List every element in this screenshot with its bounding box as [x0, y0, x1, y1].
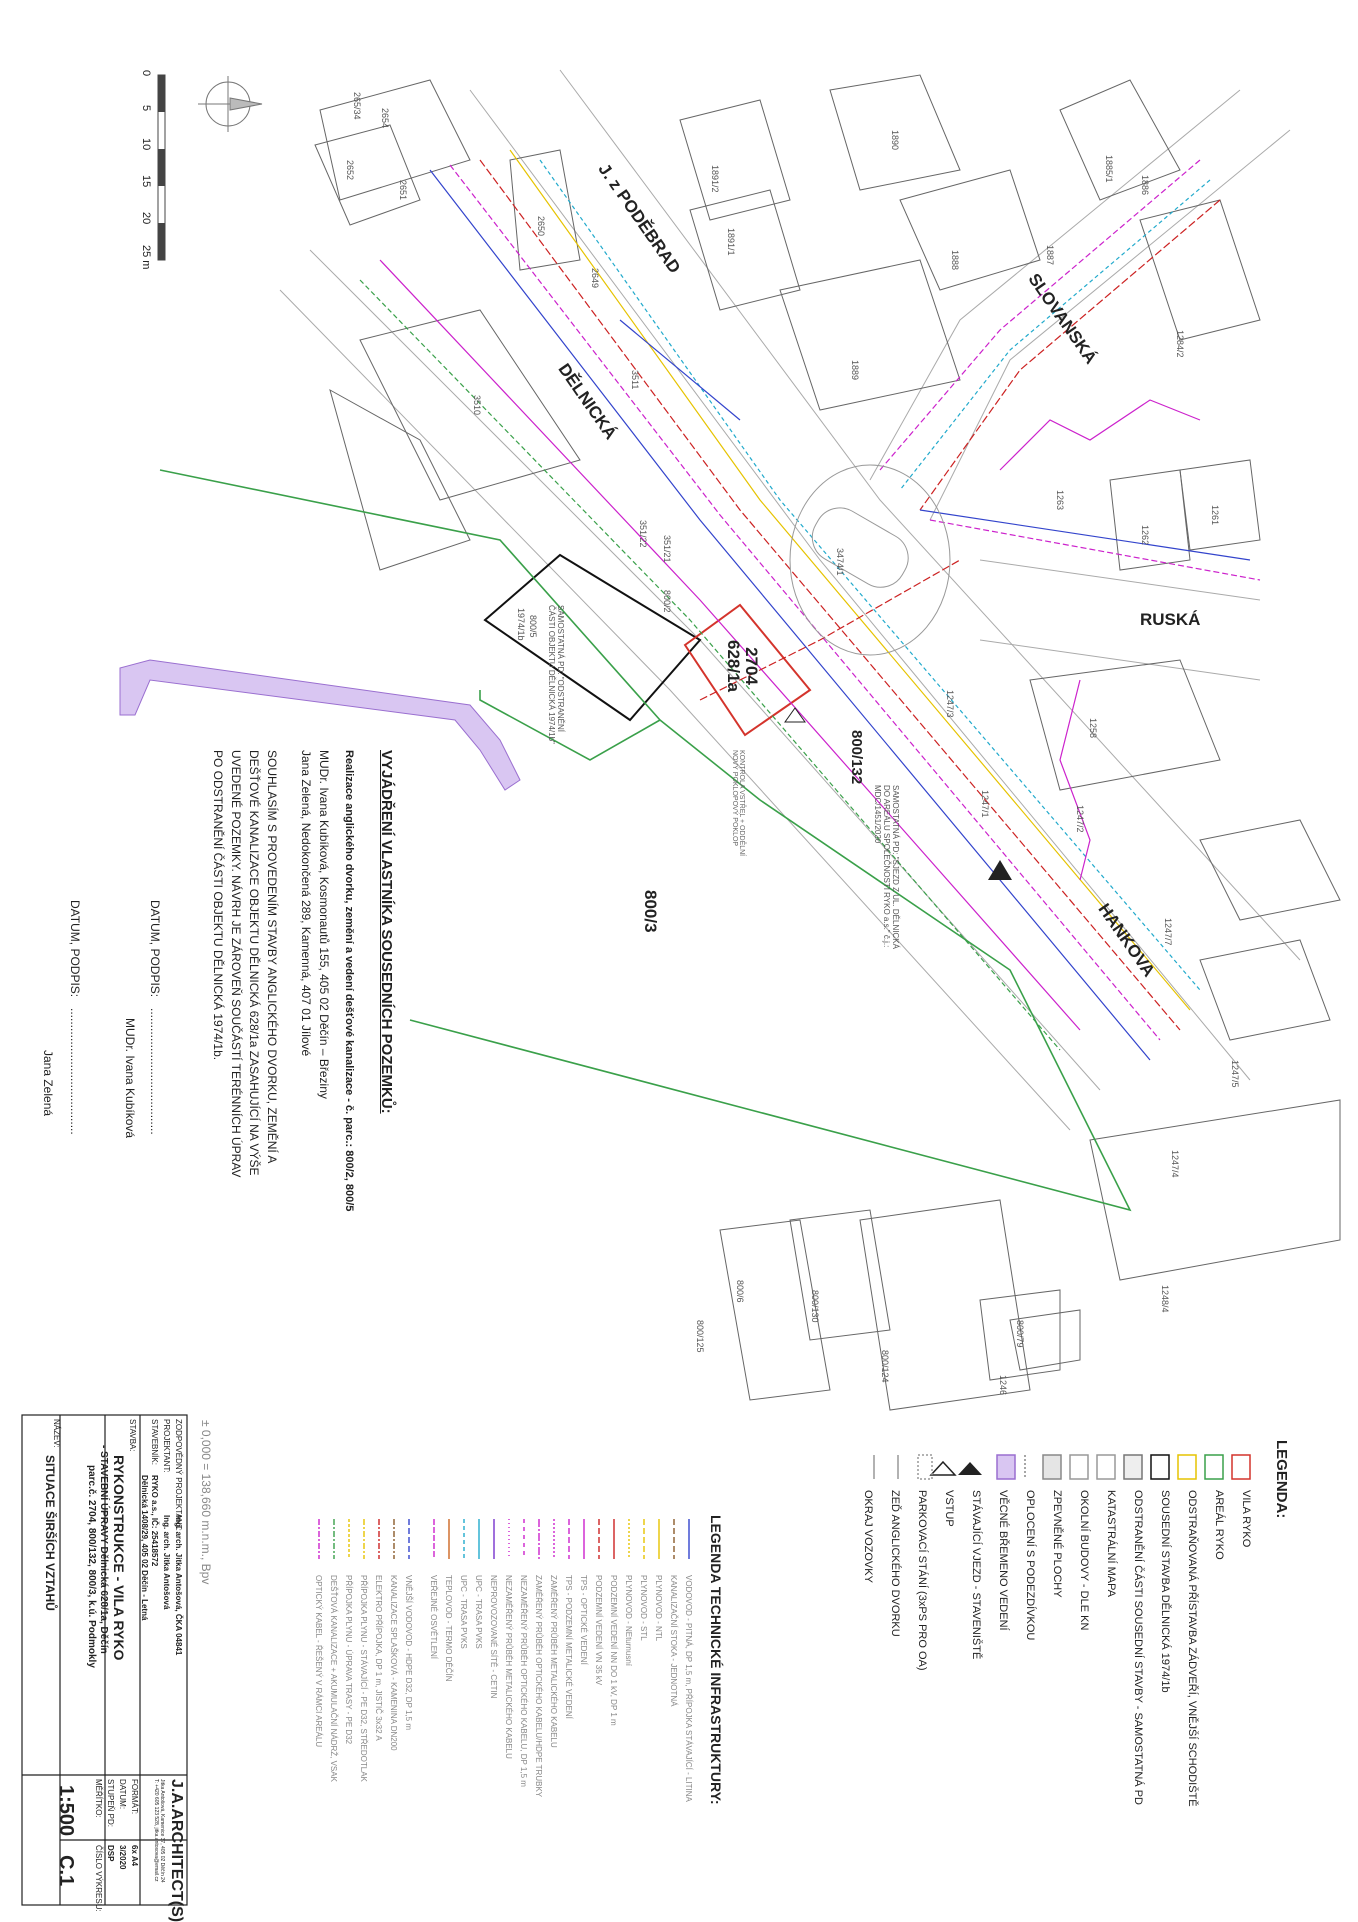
scale-tick: 15 [140, 175, 152, 188]
tb-project-title: RYKONSTRUKCE - VILA RYKO [111, 1455, 127, 1661]
tb-stavebnik-value: RYKO a.s., IČ: 25418572 [150, 1475, 159, 1567]
plot-id: 2704 [742, 647, 761, 685]
kontrola-note: KONTROLA VSTŘEL + ODDĚLNÍ NOVÝ POKLOPOVÝ POKLOP [731, 750, 745, 857]
legend-item: ZPEVNĚNÉ PLOCHY [1051, 1490, 1063, 1598]
parcel-number: 3474/1 [835, 548, 845, 576]
tb-cislo-label: ČÍSLO VÝKRESU: [94, 1845, 103, 1912]
sign-dots: ...................................... [68, 1008, 82, 1135]
tech-legend-item: PŘÍPOJKA PLYNU - STÁVAJÍCÍ - PE D32, STŘEDOTLAK [359, 1575, 368, 1782]
legend-item: VĚCNÉ BŘEMENO VEDENÍ [997, 1490, 1009, 1631]
legend-item: OKRAJ VOZOVKY [862, 1490, 874, 1583]
signer-2: Jana Zelená [41, 1050, 55, 1117]
parcel-number: 1247/4 [1170, 1150, 1180, 1178]
parcel-number: 351/22 [638, 520, 648, 548]
parcel-number: 1262 [1140, 525, 1150, 546]
parcel-number: 800/125 [695, 1320, 705, 1353]
scale-tick: 20 [140, 212, 152, 225]
tb-datum-label: DATUM: [118, 1779, 127, 1810]
parcel-number: 800/6 [735, 1280, 745, 1303]
tech-legend-item: PODZEMNÍ VEDENÍ VN 35 kV [594, 1575, 603, 1686]
north-arrow-icon [198, 76, 262, 132]
separate-pd-note: SAMOSTATNÁ PD: "ODSTRANĚNÍ ČÁSTI OBJEKTU DĚLNICKÁ 1974/1b" [547, 605, 565, 744]
tb-meritko-label: MĚŘÍTKO: [94, 1779, 103, 1818]
tech-legend-item: VNĚJŠÍ VODOVOD - HDPE D32, DP 1,5 m [404, 1575, 413, 1731]
tb-stavebnik-address: Dělnická 1408/29, 405 02 Děčín - Letná [140, 1475, 149, 1621]
parcel-number: 800/2 [662, 590, 672, 613]
parcel-number: 800/5 [528, 615, 538, 638]
tech-legend-item: UPC - TRASA PVKS [474, 1575, 483, 1649]
tech-legend-item: VODOVOD - PITNÁ, DP 1,5 m, PŘÍPOJKA STÁVAJÍCÍ - LITINA [684, 1575, 693, 1802]
parcel-number: 1248/4 [1160, 1285, 1170, 1313]
parcel-number: 800/124 [880, 1350, 890, 1383]
parcel-number: 1886 [1140, 175, 1150, 196]
legend-item: PARKOVACÍ STÁNÍ (3xPS PRO OA) [916, 1490, 928, 1671]
surrounding-buildings [315, 75, 1340, 1410]
parcel-number: 1891/2 [710, 165, 720, 193]
parcel-number: 2650 [536, 216, 546, 237]
legend-title: LEGENDA: [1273, 1440, 1290, 1519]
tb-datum-value: 3/2020 [118, 1845, 127, 1870]
legend-item: ODSTRANĚNÍ ČÁSTI SOUSEDNÍ STAVBY - SAMOSTATNÁ PD [1132, 1490, 1144, 1805]
tech-legend-swatches [288, 1515, 698, 1575]
scale-bar [158, 75, 165, 260]
scale-tick: 0 [140, 70, 152, 77]
tb-stupen-label: STUPEŇ PD: [106, 1779, 115, 1828]
parcel-number: 265/34 [352, 92, 362, 120]
parcel-number: 1889 [850, 360, 860, 381]
tech-legend-item: TEPLOVOD - TERMO DĚČÍN [444, 1575, 453, 1682]
legend-item: AREÁL RYKO [1213, 1490, 1225, 1560]
parcel-number: 1247/2 [1075, 805, 1085, 833]
legend-item: OKOLNÍ BUDOVY - DLE KN [1078, 1490, 1090, 1631]
parcel-number: 1247/7 [1163, 918, 1173, 946]
tech-legend-item: KANALIZACE SPLAŠKOVÁ - KAMENINA DN200 [389, 1575, 398, 1751]
parcel-800-3: 800/3 [641, 890, 660, 933]
parcel-800-132: 800/132 [848, 730, 865, 785]
legend-item: VILA RYKO [1240, 1490, 1252, 1548]
legend-item: ODSTRAŇOVANÁ PŘÍSTAVBA ZÁDVEŘÍ, VNĚJŠÍ SCHODIŠTĚ [1186, 1490, 1198, 1807]
tb-nazev-label: NÁZEV: [52, 1419, 61, 1448]
tech-legend-item: PLYNOVOD - NTL [654, 1575, 663, 1642]
legend-item: KATASTRÁLNÍ MAPA [1105, 1490, 1117, 1597]
tb-firm-contact: T: +420 605 123 528, jitka.antosova@email.cz [153, 1779, 159, 1882]
tb-projektant-value: Ing. arch. Jitka Antošová [162, 1515, 171, 1610]
parcel-number: 3510 [472, 395, 482, 416]
tech-legend-item: OPTICKÝ KABEL - ŘEŠENÝ V RÁMCI AREÁLU [314, 1575, 323, 1748]
parcel-number: 2652 [345, 160, 355, 181]
parcel-number: 800/130 [810, 1290, 820, 1323]
parcel-number: 1888 [950, 250, 960, 271]
title-block [22, 1415, 187, 1922]
legend-item: VSTUP [943, 1490, 955, 1527]
tech-legend-item: NEPROVOZOVANÉ SÍTĚ - CETIN [489, 1575, 498, 1699]
parcel-number: 1890 [890, 130, 900, 151]
legend [850, 1440, 1290, 1860]
signer-1: MUDr. Ivana Kubíková [123, 1018, 137, 1139]
tech-legend-item: TPS - PODZEMNÍ METALICKÉ VEDENÍ [564, 1575, 573, 1719]
tb-cislo-value: C.1 [55, 1855, 77, 1887]
parcel-number: 800/79 [1015, 1320, 1025, 1348]
tb-projektant-label: PROJEKTANT: [162, 1419, 171, 1473]
tb-firm-address: Jitka Antošová, Kamenice 37, 405 02 Děčín 24 [159, 1779, 165, 1883]
tb-project-sub-2: parc.č. 2704, 800/132, 800/3, k.ú. Podmokly [86, 1465, 97, 1668]
parcel-number: 1885/1 [1104, 155, 1114, 183]
tech-legend-item: ZAMĚŘENÝ PRŮBĚH METALICKÉHO KABELU [549, 1575, 558, 1748]
separate-pd-note-2: SAMOSTATNÁ PD: "SJEZD Z UL. DĚLNICKÁ DO AREÁLU SPOLEČNOSTI RYKO a.s." č.j.: MDC/1451/2020 [873, 785, 900, 949]
consent-line: SOUHLASÍM S PROVEDENÍM STAVBY ANGLICKÉHO DVORKU, ZEMĚNÍ A [265, 750, 279, 1164]
tech-legend-item: UPC - TRASA PVKS [459, 1575, 468, 1649]
parcel-number: 1261 [1210, 505, 1220, 526]
street-hankova: HANKOVA [1094, 900, 1159, 981]
parcel-number: 1974/1b [516, 608, 526, 641]
tech-legend-item: ELEKTRO PŘÍPOJKA, DP 1 m, JISTIČ 3x32 A [374, 1575, 383, 1741]
consent-line: UVEDENÉ POZEMKY. NÁVRH JE ZÁROVEŇ SOUČÁSTÍ TERÉNNÍCH ÚPRAV [229, 750, 243, 1178]
tb-zodpovedny-label: ZODPOVĚDNÝ PROJEKTANT: [174, 1419, 183, 1531]
tech-legend-item: NEZAMĚŘENÝ PRŮBĚH METALICKÉHO KABELU [504, 1575, 513, 1759]
tech-legend-item: NEZAMĚŘENÝ PRŮBĚH OPTICKÉHO KABELU, DP 1,5 m [519, 1575, 528, 1787]
tb-meritko-value: 1:500 [55, 1785, 77, 1837]
tech-legend-item: PODZEMNÍ VEDENÍ NN DO 1 kV, DP 1 m [609, 1575, 618, 1726]
tb-stavebnik-label: STAVEBNÍK: [150, 1419, 159, 1465]
parcel-number: 1887 [1045, 245, 1055, 266]
owner-statement [0, 750, 395, 1310]
parcel-number: 2649 [590, 268, 600, 289]
plot-sub-id: 628/1a [724, 640, 743, 692]
tb-project-sub-1: - STAVEBNÍ ÚPRAVY Dělnická 628/1a, Děčín [98, 1445, 109, 1654]
sign-dots: ...................................... [148, 1008, 162, 1135]
scale-tick: 10 [140, 138, 152, 151]
tech-legend-item: KANALIZAČNÍ STOKA - JEDNOTNÁ [669, 1575, 678, 1707]
owner-1: MUDr. Ivana Kubíková, Kosmonautů 155, 405 02 Děčín – Březiny [317, 750, 331, 1099]
parcel-number: 3511 [630, 370, 640, 390]
date-sign-label: DATUM, PODPIS: [148, 900, 162, 998]
parcel-number: 1246 [998, 1375, 1008, 1396]
tb-zodpovedny-value: Ing. arch. Jitka Antošová, ČKA 04841 [174, 1515, 183, 1656]
street-slovanska: SLOVANSKÁ [1024, 270, 1101, 368]
legend-item: STÁVAJÍCÍ VJEZD - STAVENIŠTĚ [970, 1490, 982, 1660]
consent-line: PO ODSTRANĚNÍ ČÁSTI OBJEKTU DĚLNICKÁ 1974/1b. [211, 750, 225, 1061]
tech-legend-item: DEŠŤOVÁ KANALIZACE + AKUMULAČNÍ NÁDRŽ, VSAK [329, 1575, 338, 1782]
tech-legend-item: TPS - OPTICKÉ VEDENÍ [579, 1575, 588, 1665]
legend-item: SOUSEDNÍ STAVBA DĚLNICKÁ 1974/1b [1159, 1490, 1171, 1693]
street-ruska: RUSKÁ [1140, 610, 1201, 629]
plot-label-villa [724, 640, 760, 692]
parcel-number: 2654 [380, 108, 390, 129]
tech-legend-item: PLYNOVOD - NEturnusní [624, 1575, 633, 1666]
tech-legend-item: PŘÍPOJKA PLYNU - ÚPRAVA TRASY - PE D32 [344, 1575, 353, 1745]
parcel-number: 1891/1 [726, 228, 736, 256]
owner-2: Jana Zelená, Nedokončená 289, Kamenná, 407 01 Jílové [299, 750, 313, 1057]
street-j-z-podebrad: J. z PODĚBRAD [594, 160, 685, 277]
tech-legend-title: LEGENDA TECHNICKÉ INFRASTRUKTURY: [708, 1515, 724, 1805]
tech-legend [304, 1515, 724, 1900]
tech-legend-item: ZAMĚŘENÝ PRŮBĚH OPTICKÉHO KABELU/HDPE TRUBKY [534, 1575, 543, 1798]
tb-stupen-value: DSP [106, 1845, 115, 1862]
parcel-number: 351/21 [662, 535, 672, 563]
parcel-number: 1263 [1055, 490, 1065, 511]
parcel-number: 1247/1 [980, 790, 990, 818]
tb-firm-logo: J.A.ARCHITECT(S) [168, 1779, 185, 1922]
parcel-number: 1247/3 [945, 690, 955, 718]
tech-legend-item: VEŘEJNÉ OSVĚTLENÍ [429, 1575, 438, 1660]
parcel-number: 1247/5 [1230, 1060, 1240, 1088]
tb-drawing-name: SITUACE ŠIRŠÍCH VZTAHŮ [43, 1455, 57, 1611]
consent-line: DEŠŤOVÉ KANALIZACE OBJEKTU DĚLNICKÁ 628/1a ZASAHUJÍCÍ NA VÝŠE [247, 750, 261, 1176]
legend-item: ZEĎ ANGLICKÉHO DVORKU [889, 1490, 901, 1637]
scale-tick: 25 m [140, 245, 152, 270]
datum-note: ± 0,000 = 138,660 m.n.m., Bpv [199, 1420, 213, 1585]
parcel-number: 2651 [398, 180, 408, 201]
parcel-number: 1284/2 [1175, 330, 1185, 358]
owner-statement-title: VYJÁDŘENÍ VLASTNÍKA SOUSEDNÍCH POZEMKŮ: [378, 750, 395, 1114]
street-delnicka: DĚLNICKÁ [554, 360, 621, 443]
owner-statement-subject: Realizace anglického dvorku, zemění a vedení dešťové kanalizace - č. parc.: 800/2, 800/5 [343, 750, 355, 1212]
tb-stavba-label: STAVBA: [128, 1419, 137, 1452]
scale-tick: 5 [140, 105, 152, 112]
date-sign-label: DATUM, PODPIS: [68, 900, 82, 998]
tb-format-label: FORMÁT: [130, 1779, 139, 1815]
parcel-number: 1258 [1088, 718, 1098, 739]
tb-format-value: 6x A4 [130, 1845, 139, 1867]
tech-legend-item: PLYNOVOD - STL [639, 1575, 648, 1641]
legend-item: OPLOCENÍ S PODEZDÍVKOU [1024, 1490, 1036, 1641]
